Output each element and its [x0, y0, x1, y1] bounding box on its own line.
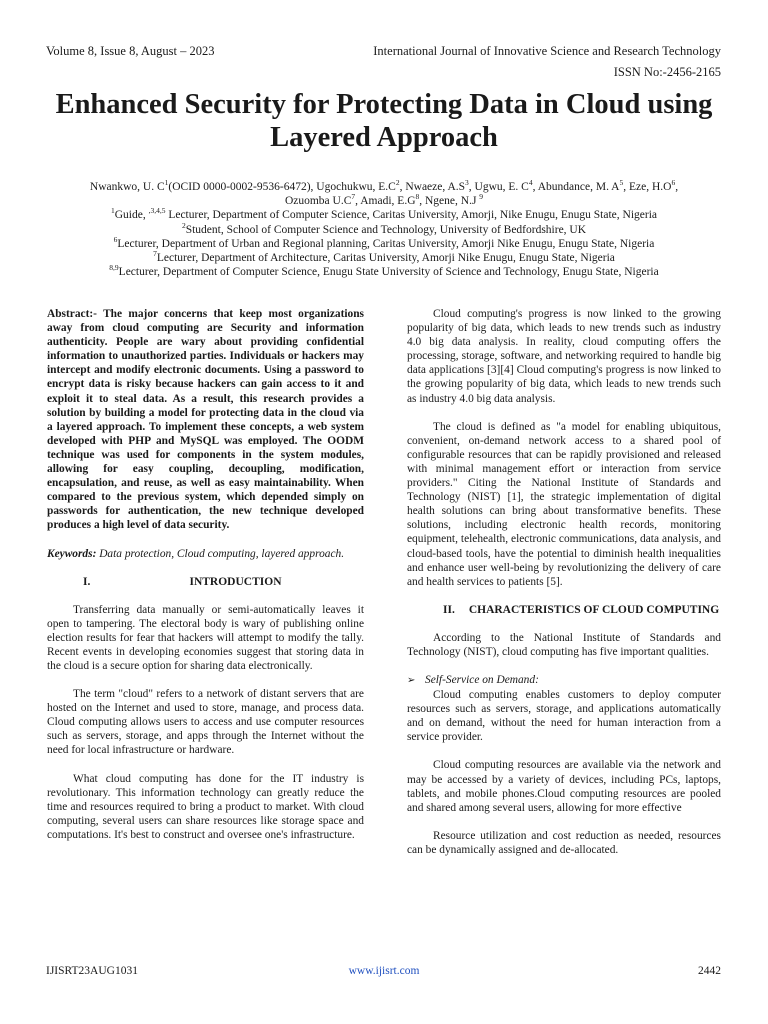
affiliation-5: $^{8,9}$Lecturer, Department of Computer Science, Enugu State University of Science and Technology, Enugu State, Nigeria: [109, 263, 659, 279]
paragraph: The term "cloud" refers to a network of distant servers that are hosted on the Internet and used to store, manage, and process data. Cloud computing allows users to access and use computer resources such as servers, storage, and apps through the Internet without the need for local infrastructure or hardware.: [47, 688, 364, 757]
abstract: Abstract:- The major concerns that keep most organizations away from cloud computing are Security and information authenticity. People are wary about providing confidential information to unauthorized parties. Individuals or hackers may intercept and modify electronic documents. Using a password to encrypt data is risky because hackers can gain access to it and exploit it to steal data. As a result, this research provides a solution by building a model for protecting data in the cloud via a layered approach. To implement these concepts, a web system developed with PHP and MySQL was employed. The OODM technique was used for components in the system modules, allowing for easy coupling, decoupling, modification, encapsulation, and reuse, as well as easy maintainability. When compared to the previous system, which depended simply on passwords for authentication, the new technique developed produces a high level of data security.: [47, 308, 364, 532]
footer-page-number: 2442: [698, 965, 721, 977]
paragraph: Transferring data manually or semi-automatically leaves it open to tampering. The electoral body is wary of publishing online election results for fear that hackers will attempt to modify the tally. Recent events in developing economies suggest that storing data in the cloud is a secure option for sharing data electronically.: [47, 603, 364, 672]
authors-line-2: Ozuomba $U.C^7$, Amadi, $E.G^8$, Ngene, N.J $^9$: [284, 192, 484, 208]
header-issn: ISSN No:-2456-2165: [613, 65, 721, 79]
affiliation-2: $^2$Student, School of Computer Science and Technology, University of Bedfordshire, UK: [181, 220, 587, 236]
arrow-bullet-icon: ➢: [407, 674, 416, 686]
keywords: Keywords: Data protection, Cloud computing, layered approach.: [47, 547, 345, 560]
footer-article-id: IJISRT23AUG1031: [46, 965, 138, 977]
paragraph: According to the National Institute of Standards and Technology (NIST), cloud computing has five important qualities.: [407, 631, 721, 658]
section-heading-introduction: I. INTRODUCTION: [83, 575, 282, 588]
bullet-self-service: ➢ Self-Service on Demand:: [407, 673, 721, 688]
right-column: [407, 307, 721, 857]
affiliation-3: $^6$Lecturer, Department of Urban and Regional planning, Caritas University, Amorji Nike Enugu, Enugu State, Nigeria: [113, 234, 655, 250]
left-column: [47, 307, 364, 842]
paragraph: Cloud computing enables customers to deploy computer resources such as servers, storage, and applications automatically and on demand, without the need for human interaction from a service provider.: [407, 689, 721, 744]
paragraph: What cloud computing has done for the IT industry is revolutionary. This information technology can greatly reduce the time and resources required to bring a product to market. With cloud computing, several users can share resources like storage space and computations. It's best to construct and oversee one's infrastructure.: [47, 772, 364, 841]
affiliation-4: $^7$Lecturer, Department of Architecture, Caritas University, Amorji Nike Enugu, Enugu State, Nigeria: [153, 249, 615, 265]
paper-title: Enhanced Security for Protecting Data in Cloud using Layered Approach: [55, 89, 713, 153]
paragraph: Cloud computing's progress is now linked to the growing popularity of big data, which leads to new trends such as industry 4.0 big data analysis. In reality, cloud computing offers the processing, storage, software, and networking required to handle big data applications [3][4] Cloud computing's progress is now linked to the growing popularity of big data, which leads to new trends such as industry 4.0 big data analysis.: [407, 308, 721, 405]
paragraph: The cloud is defined as "a model for enabling ubiquitous, convenient, on-demand network access to a shared pool of configurable resources that can be rapidly provisioned and released with minimal management effort or interaction from service providers." Citing the National Institute of Standards and Technology (NIST) [1], the strategic implementation of digital health solutions can bring about transformative benefits. These solutions, including electronic health records, monitoring equipment, telehealth, electronic communications, data analysis, and cloud-based tools, have the potential to diminish health inequalities and enhance user well-being by revolutionizing the delivery of care and health services to patients [5].: [407, 420, 721, 588]
affiliation-1: $^1$Guide, $^{,3,4,5}$ Lecturer, Department of Computer Science, Caritas University, Amorji, Nike Enugu, Enugu State, Nigeria: [110, 206, 658, 222]
header-journal: International Journal of Innovative Science and Research Technology: [373, 44, 721, 58]
section-heading-characteristics: II. CHARACTERISTICS OF CLOUD COMPUTING: [443, 603, 720, 616]
paragraph: Resource utilization and cost reduction as needed, resources can be dynamically assigned and de-allocated.: [407, 829, 721, 856]
footer-url-link[interactable]: www.ijisrt.com: [348, 965, 420, 977]
authors-line-1: Nwankwo, U. $C^1(OCID$ 0000-0002-9536-6472), Ugochukwu, $E.C^2$, Nwaeze, $A.S^3$, Ugwu, E. $C^4$, Abundance, M. $A^5$, Eze, $H.O^6$,: [89, 178, 679, 193]
header-volume: Volume 8, Issue 8, August – 2023: [46, 44, 215, 58]
paragraph: Cloud computing resources are available via the network and may be accessed by a variety of devices, including PCs, laptops, tablets, and mobile phones.Cloud computing resources are pooled and shared among several users, allowing for more effective: [407, 759, 721, 814]
authors-block: [30, 180, 738, 279]
